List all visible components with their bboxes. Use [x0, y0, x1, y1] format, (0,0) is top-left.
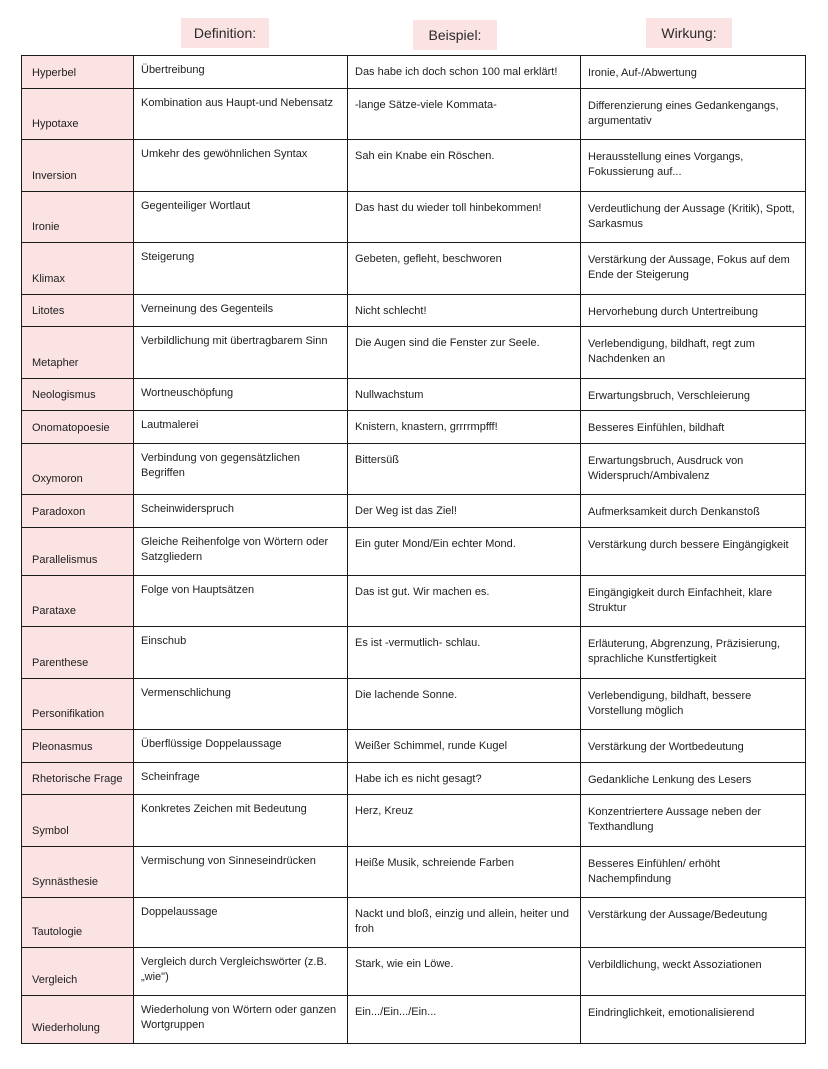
term-cell: Personifikation	[22, 678, 134, 729]
table-row	[22, 730, 806, 763]
definition-cell: Doppelaussage	[134, 898, 348, 948]
header-effect: Wirkung:	[646, 18, 732, 48]
term-cell: Oxymoron	[22, 443, 134, 494]
definition-cell: Vermischung von Sinneseindrücken	[134, 846, 348, 897]
table-row	[22, 294, 806, 327]
table-row	[22, 795, 806, 846]
table-row	[22, 140, 806, 191]
effect-cell: Erwartungsbruch, Verschleierung	[581, 378, 806, 411]
table-row	[22, 443, 806, 494]
example-cell: Die lachende Sonne.	[348, 678, 581, 729]
example-cell: Der Weg ist das Ziel!	[348, 495, 581, 528]
table-row	[22, 243, 806, 294]
example-cell: Nackt und bloß, einzig und allein, heiter und froh	[348, 898, 581, 948]
table-body	[22, 56, 806, 1044]
stylistic-devices-table	[21, 55, 806, 1044]
example-cell: Nicht schlecht!	[348, 294, 581, 327]
definition-cell: Verbildlichung mit übertragbarem Sinn	[134, 327, 348, 378]
definition-cell: Scheinfrage	[134, 762, 348, 795]
table-row	[22, 56, 806, 89]
effect-cell: Hervorhebung durch Untertreibung	[581, 294, 806, 327]
definition-cell: Einschub	[134, 627, 348, 678]
effect-cell: Besseres Einfühlen/ erhöht Nachempfindung	[581, 846, 806, 897]
table-row	[22, 846, 806, 897]
term-cell: Vergleich	[22, 948, 134, 996]
term-cell: Parataxe	[22, 575, 134, 626]
term-cell: Paradoxon	[22, 495, 134, 528]
example-cell: Knistern, knastern, grrrrmpfff!	[348, 411, 581, 444]
example-cell: Heiße Musik, schreiende Farben	[348, 846, 581, 897]
table-row	[22, 762, 806, 795]
term-cell: Onomatopoesie	[22, 411, 134, 444]
table-row	[22, 575, 806, 626]
term-cell: Inversion	[22, 140, 134, 191]
effect-cell: Gedankliche Lenkung des Lesers	[581, 762, 806, 795]
definition-cell: Umkehr des gewöhnlichen Syntax	[134, 140, 348, 191]
table-row	[22, 378, 806, 411]
table-row	[22, 996, 806, 1044]
term-cell: Ironie	[22, 191, 134, 242]
effect-cell: Verlebendigung, bildhaft, bessere Vorstellung möglich	[581, 678, 806, 729]
definition-cell: Überflüssige Doppelaussage	[134, 730, 348, 763]
example-cell: Das habe ich doch schon 100 mal erklärt!	[348, 56, 581, 89]
definition-cell: Wiederholung von Wörtern oder ganzen Wortgruppen	[134, 996, 348, 1044]
example-cell: -lange Sätze-viele Kommata-	[348, 88, 581, 139]
effect-cell: Verstärkung der Aussage, Fokus auf dem Ende der Steigerung	[581, 243, 806, 294]
term-cell: Hyperbel	[22, 56, 134, 89]
definition-cell: Kombination aus Haupt-und Nebensatz	[134, 88, 348, 139]
effect-cell: Verdeutlichung der Aussage (Kritik), Spott, Sarkasmus	[581, 191, 806, 242]
term-cell: Litotes	[22, 294, 134, 327]
example-cell: Habe ich es nicht gesagt?	[348, 762, 581, 795]
example-cell: Bittersüß	[348, 443, 581, 494]
term-cell: Parallelismus	[22, 527, 134, 575]
effect-cell: Verstärkung der Aussage/Bedeutung	[581, 898, 806, 948]
definition-cell: Steigerung	[134, 243, 348, 294]
effect-cell: Konzentriertere Aussage neben der Texthandlung	[581, 795, 806, 846]
term-cell: Neologismus	[22, 378, 134, 411]
table-row	[22, 88, 806, 139]
table-row	[22, 191, 806, 242]
definition-cell: Konkretes Zeichen mit Bedeutung	[134, 795, 348, 846]
header-example: Beispiel:	[413, 20, 497, 50]
effect-cell: Erwartungsbruch, Ausdruck von Widerspruch/Ambivalenz	[581, 443, 806, 494]
term-cell: Hypotaxe	[22, 88, 134, 139]
term-cell: Parenthese	[22, 627, 134, 678]
definition-cell: Folge von Hauptsätzen	[134, 575, 348, 626]
definition-cell: Wortneuschöpfung	[134, 378, 348, 411]
effect-cell: Eindringlichkeit, emotionalisierend	[581, 996, 806, 1044]
definition-cell: Verneinung des Gegenteils	[134, 294, 348, 327]
table-row	[22, 327, 806, 378]
example-cell: Das hast du wieder toll hinbekommen!	[348, 191, 581, 242]
effect-cell: Verbildlichung, weckt Assoziationen	[581, 948, 806, 996]
table-row	[22, 898, 806, 948]
table-row	[22, 495, 806, 528]
effect-cell: Eingängigkeit durch Einfachheit, klare Struktur	[581, 575, 806, 626]
term-cell: Rhetorische Frage	[22, 762, 134, 795]
example-cell: Sah ein Knabe ein Röschen.	[348, 140, 581, 191]
effect-cell: Verstärkung durch bessere Eingängigkeit	[581, 527, 806, 575]
definition-cell: Gegenteiliger Wortlaut	[134, 191, 348, 242]
table-row	[22, 411, 806, 444]
effect-cell: Verstärkung der Wortbedeutung	[581, 730, 806, 763]
term-cell: Wiederholung	[22, 996, 134, 1044]
definition-cell: Scheinwiderspruch	[134, 495, 348, 528]
example-cell: Das ist gut. Wir machen es.	[348, 575, 581, 626]
effect-cell: Differenzierung eines Gedankengangs, argumentativ	[581, 88, 806, 139]
example-cell: Ein guter Mond/Ein echter Mond.	[348, 527, 581, 575]
example-cell: Es ist -vermutlich- schlau.	[348, 627, 581, 678]
effect-cell: Erläuterung, Abgrenzung, Präzisierung, sprachliche Kunstfertigkeit	[581, 627, 806, 678]
example-cell: Weißer Schimmel, runde Kugel	[348, 730, 581, 763]
definition-cell: Verbindung von gegensätzlichen Begriffen	[134, 443, 348, 494]
term-cell: Symbol	[22, 795, 134, 846]
example-cell: Ein.../Ein.../Ein...	[348, 996, 581, 1044]
effect-cell: Aufmerksamkeit durch Denkanstoß	[581, 495, 806, 528]
definition-cell: Vergleich durch Vergleichswörter (z.B. „wie")	[134, 948, 348, 996]
effect-cell: Ironie, Auf-/Abwertung	[581, 56, 806, 89]
term-cell: Synnästhesie	[22, 846, 134, 897]
effect-cell: Besseres Einfühlen, bildhaft	[581, 411, 806, 444]
example-cell: Stark, wie ein Löwe.	[348, 948, 581, 996]
definition-cell: Vermenschlichung	[134, 678, 348, 729]
table-row	[22, 948, 806, 996]
example-cell: Herz, Kreuz	[348, 795, 581, 846]
term-cell: Metapher	[22, 327, 134, 378]
example-cell: Gebeten, gefleht, beschworen	[348, 243, 581, 294]
term-cell: Klimax	[22, 243, 134, 294]
definition-cell: Gleiche Reihenfolge von Wörtern oder Satzgliedern	[134, 527, 348, 575]
effect-cell: Herausstellung eines Vorgangs, Fokussierung auf...	[581, 140, 806, 191]
header-definition: Definition:	[181, 18, 269, 48]
term-cell: Pleonasmus	[22, 730, 134, 763]
example-cell: Nullwachstum	[348, 378, 581, 411]
table-row	[22, 527, 806, 575]
example-cell: Die Augen sind die Fenster zur Seele.	[348, 327, 581, 378]
definition-cell: Lautmalerei	[134, 411, 348, 444]
effect-cell: Verlebendigung, bildhaft, regt zum Nachdenken an	[581, 327, 806, 378]
table-row	[22, 627, 806, 678]
table-row	[22, 678, 806, 729]
definition-cell: Übertreibung	[134, 56, 348, 89]
term-cell: Tautologie	[22, 898, 134, 948]
